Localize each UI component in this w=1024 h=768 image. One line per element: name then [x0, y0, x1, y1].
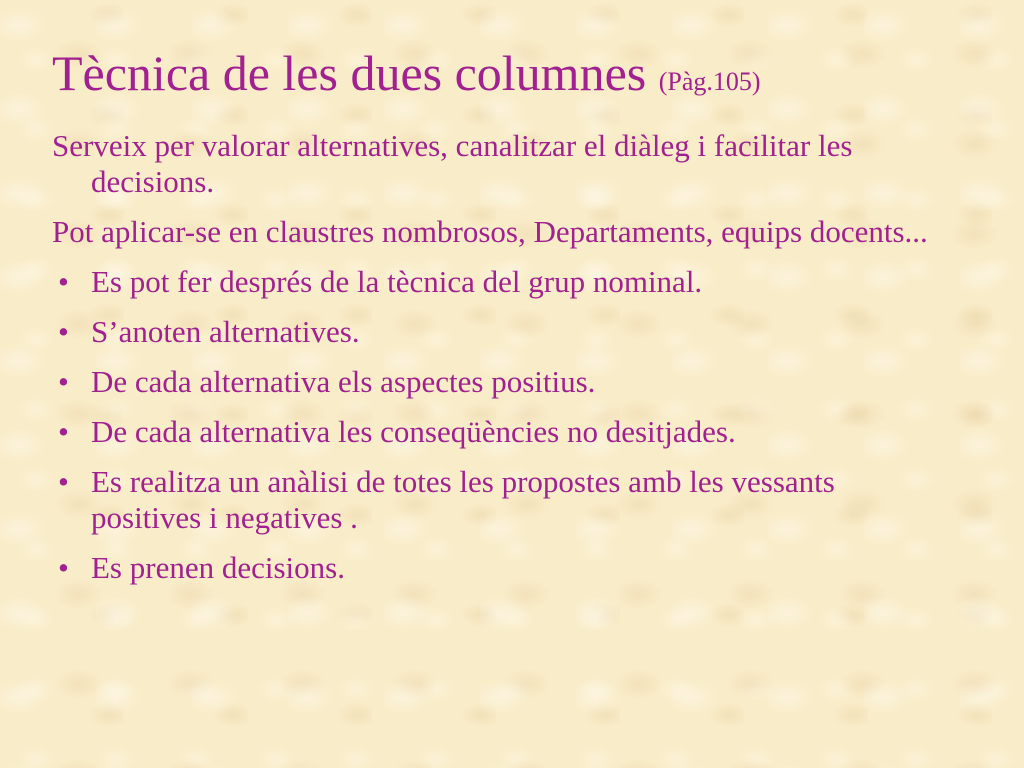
bullet-text: Es prenen decisions. — [91, 550, 345, 585]
bullet-text: Es realitza un anàlisi de totes les propostes amb les vessants positives i negatives . — [91, 464, 835, 535]
bullet-text: S’anoten alternatives. — [91, 314, 360, 349]
slide-title — [52, 44, 761, 111]
slide-body — [52, 128, 952, 600]
bullet-text: Es pot fer després de la tècnica del grup nominal. — [91, 264, 703, 299]
bullet-item — [52, 264, 952, 300]
bullet-icon: • — [58, 550, 69, 585]
bullet-icon: • — [58, 314, 69, 349]
bullet-icon: • — [58, 464, 69, 499]
slide-title-text: Tècnica de les dues columnes — [52, 45, 647, 101]
bullet-item — [52, 464, 952, 536]
intro-paragraph: Pot aplicar-se en claustres nombrosos, Departaments, equips docents... — [52, 214, 928, 249]
bullet-icon: • — [58, 364, 69, 399]
slide-title-page-reference: (Pàg.105) — [658, 67, 761, 96]
bullet-item — [52, 314, 952, 350]
bullet-icon: • — [58, 264, 69, 299]
bullet-icon: • — [58, 414, 69, 449]
bullet-item — [52, 550, 952, 586]
bullet-text: De cada alternativa els aspectes positius. — [91, 364, 596, 399]
intro-paragraph: Serveix per valorar alternatives, canalitzar el diàleg i facilitar les decisions. — [52, 128, 853, 199]
bullet-text: De cada alternativa les conseqüències no desitjades. — [91, 414, 736, 449]
bullet-item — [52, 364, 952, 400]
bullet-item — [52, 414, 952, 450]
